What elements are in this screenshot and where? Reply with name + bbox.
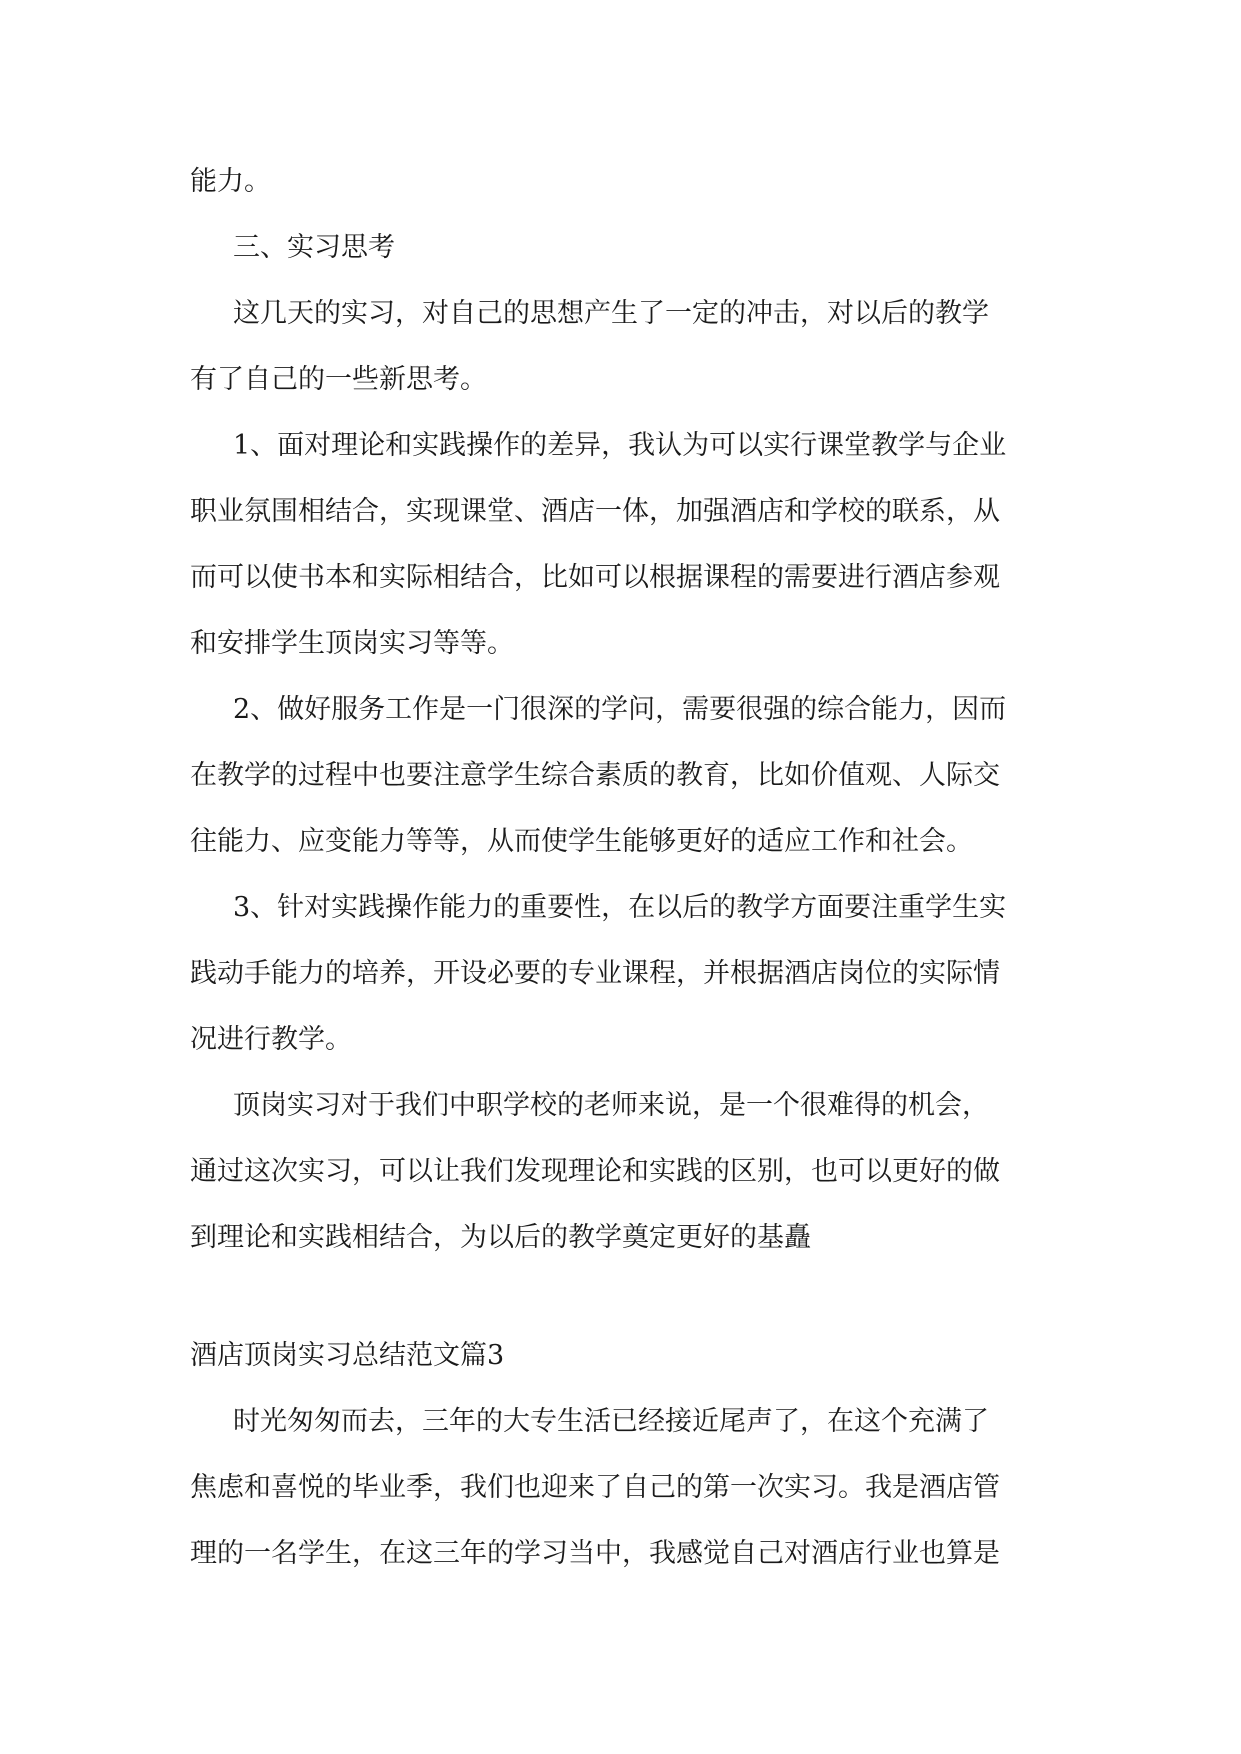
text-line: 有了自己的一些新思考。 <box>190 364 487 395</box>
text-line: 能力。 <box>190 166 271 197</box>
list-item-2-line: 在教学的过程中也要注意学生综合素质的教育，比如价值观、人际交 <box>190 760 1000 791</box>
text-line: 这几天的实习，对自己的思想产生了一定的冲击，对以后的教学 <box>233 298 989 329</box>
list-item-1-line: 1、面对理论和实践操作的差异，我认为可以实行课堂教学与企业 <box>233 430 1007 461</box>
list-item-2-line: 往能力、应变能力等等，从而使学生能够更好的适应工作和社会。 <box>190 826 973 857</box>
list-item-3-line: 3、针对实践操作能力的重要性，在以后的教学方面要注重学生实 <box>233 892 1007 923</box>
text-line: 到理论和实践相结合，为以后的教学奠定更好的基矗 <box>190 1222 811 1253</box>
list-item-3-line: 践动手能力的培养，开设必要的专业课程，并根据酒店岗位的实际情 <box>190 958 1000 989</box>
text-line: 顶岗实习对于我们中职学校的老师来说，是一个很难得的机会， <box>233 1090 989 1121</box>
text-line: 通过这次实习，可以让我们发现理论和实践的区别，也可以更好的做 <box>190 1156 1000 1187</box>
text-line: 焦虑和喜悦的毕业季，我们也迎来了自己的第一次实习。我是酒店管 <box>190 1472 1000 1503</box>
section-heading: 三、实习思考 <box>233 232 395 263</box>
list-item-2-line: 2、做好服务工作是一门很深的学问，需要很强的综合能力，因而 <box>233 694 1007 725</box>
text-line: 理的一名学生，在这三年的学习当中，我感觉自己对酒店行业也算是 <box>190 1538 1000 1569</box>
article-title: 酒店顶岗实习总结范文篇3 <box>190 1340 505 1371</box>
list-item-1-line: 职业氛围相结合，实现课堂、酒店一体，加强酒店和学校的联系，从 <box>190 496 1000 527</box>
list-item-1-line: 而可以使书本和实际相结合，比如可以根据课程的需要进行酒店参观 <box>190 562 1000 593</box>
list-item-3-line: 况进行教学。 <box>190 1024 352 1055</box>
list-item-1-line: 和安排学生顶岗实习等等。 <box>190 628 514 659</box>
text-line: 时光匆匆而去，三年的大专生活已经接近尾声了，在这个充满了 <box>233 1406 989 1437</box>
